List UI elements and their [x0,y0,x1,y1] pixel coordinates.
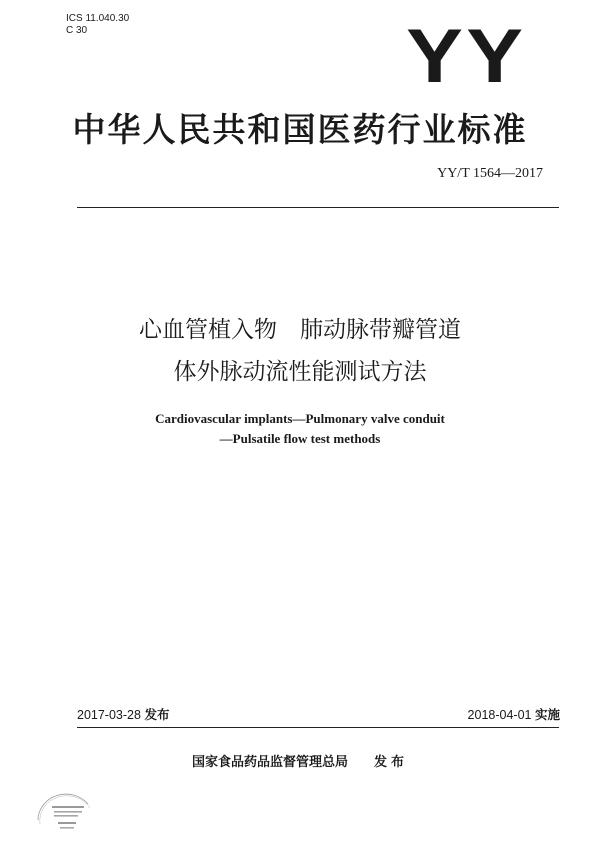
title-cn-line-1: 心血管植入物 肺动脉带瓣管道 [139,317,461,343]
ccs-code: C 30 [66,25,88,36]
issue-date-block [77,707,169,723]
implement-date-block [468,707,560,723]
issuer-block [0,754,600,772]
ics-code: ICS 11.040.30 [66,13,130,24]
title-en-line-2: —Pulsatile flow test methods [219,431,381,446]
header-divider [77,207,559,208]
implement-date: 2018-04-01 [467,708,532,722]
seal-stamp-icon [30,780,96,840]
footer-divider [77,727,559,728]
title-en-line-1: Cardiovascular implants—Pulmonary valve conduit [155,411,445,426]
issue-date: 2017-03-28 [77,708,141,722]
standard-mark-logo: YY [405,14,526,99]
issuer-verb: 发布 [374,755,409,770]
classification-codes [66,13,129,37]
organization-title: 中华人民共和国医药行业标准 [72,110,528,149]
issue-label: 发布 [144,707,170,722]
standard-number: YY/T 1564—2017 [437,166,543,181]
title-cn-line-2: 体外脉动流性能测试方法 [173,359,427,385]
issuer-name: 国家食品药品监督管理总局 [191,755,348,770]
implement-label: 实施 [534,707,560,722]
